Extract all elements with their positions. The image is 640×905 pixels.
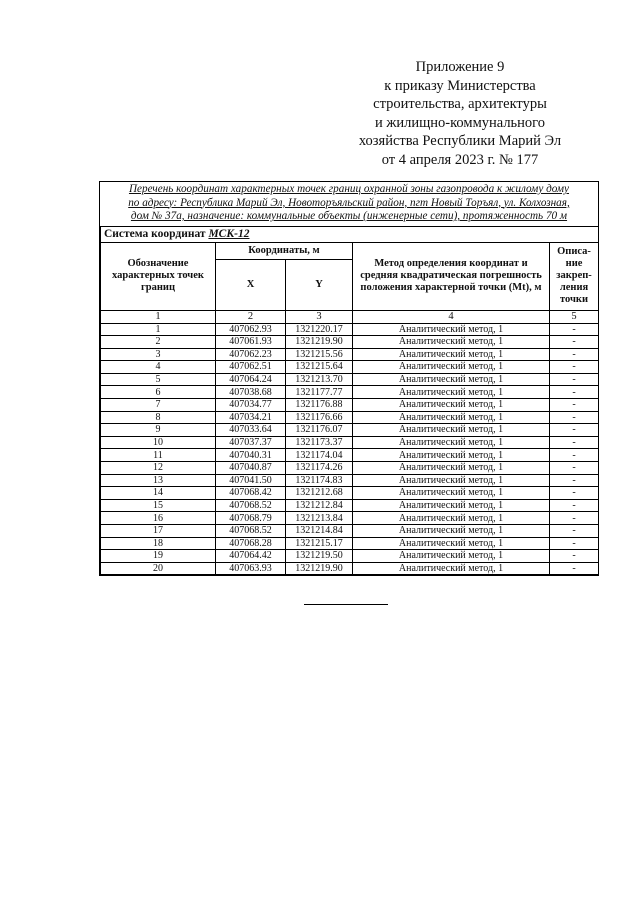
point-number-cell: 2 <box>101 336 216 349</box>
point-number-cell: 11 <box>101 449 216 462</box>
column-number: 5 <box>550 310 599 323</box>
table-row <box>101 373 599 386</box>
y-coordinate-cell: 1321174.26 <box>286 462 353 475</box>
description-cell: - <box>550 336 599 349</box>
table-row <box>101 361 599 374</box>
table-row <box>101 323 599 336</box>
header-line: к приказу Министерства <box>384 77 536 94</box>
point-number-cell: 5 <box>101 373 216 386</box>
x-coordinate-cell: 407034.21 <box>216 411 286 424</box>
y-coordinate-cell: 1321213.70 <box>286 373 353 386</box>
method-cell: Аналитический метод, 1 <box>353 474 550 487</box>
x-coordinate-cell: 407062.23 <box>216 348 286 361</box>
table-row <box>101 487 599 500</box>
description-cell: - <box>550 399 599 412</box>
caption-line: по адресу: Республика Марий Эл, Новоторъяльский район, пгт Новый Торъял, ул. Колхозная, <box>128 196 570 209</box>
caption-line: Перечень координат характерных точек границ охранной зоны газопровода к жилому дому <box>128 183 570 195</box>
method-cell: Аналитический метод, 1 <box>353 336 550 349</box>
table-row <box>101 449 599 462</box>
table-row <box>101 512 599 525</box>
description-cell: - <box>550 323 599 336</box>
header-description: Описа-ние закреп-ления точки <box>550 242 599 310</box>
description-cell: - <box>550 462 599 475</box>
description-cell: - <box>550 487 599 500</box>
x-coordinate-cell: 407038.68 <box>216 386 286 399</box>
y-coordinate-cell: 1321215.17 <box>286 537 353 550</box>
y-coordinate-cell: 1321177.77 <box>286 386 353 399</box>
coordinates-table <box>100 226 599 576</box>
table-row <box>101 386 599 399</box>
point-number-cell: 14 <box>101 487 216 500</box>
description-cell: - <box>550 449 599 462</box>
method-cell: Аналитический метод, 1 <box>353 525 550 538</box>
table-row <box>101 474 599 487</box>
table-row <box>101 537 599 550</box>
point-number-cell: 4 <box>101 361 216 374</box>
x-coordinate-cell: 407068.28 <box>216 537 286 550</box>
header-point: Обозначение характерных точек границ <box>101 242 216 310</box>
point-number-cell: 20 <box>101 562 216 575</box>
y-coordinate-cell: 1321219.90 <box>286 562 353 575</box>
table-row <box>101 336 599 349</box>
point-number-cell: 3 <box>101 348 216 361</box>
description-cell: - <box>550 525 599 538</box>
y-coordinate-cell: 1321220.17 <box>286 323 353 336</box>
table-row <box>101 499 599 512</box>
x-coordinate-cell: 407068.52 <box>216 499 286 512</box>
header-line: и жилищно-коммунального <box>374 114 546 131</box>
x-coordinate-cell: 407037.37 <box>216 436 286 449</box>
x-coordinate-cell: 407034.77 <box>216 399 286 412</box>
column-number-row <box>101 310 599 323</box>
table-row <box>101 525 599 538</box>
method-cell: Аналитический метод, 1 <box>353 487 550 500</box>
table-row <box>101 562 599 575</box>
point-number-cell: 12 <box>101 462 216 475</box>
method-cell: Аналитический метод, 1 <box>353 361 550 374</box>
description-cell: - <box>550 348 599 361</box>
column-number: 3 <box>286 310 353 323</box>
method-cell: Аналитический метод, 1 <box>353 512 550 525</box>
point-number-cell: 18 <box>101 537 216 550</box>
coordinate-system-value: МСК-12 <box>208 227 250 240</box>
method-cell: Аналитический метод, 1 <box>353 323 550 336</box>
x-coordinate-cell: 407064.42 <box>216 550 286 563</box>
header-line: от 4 апреля 2023 г. № 177 <box>381 151 539 168</box>
description-cell: - <box>550 512 599 525</box>
table-row <box>101 399 599 412</box>
y-coordinate-cell: 1321214.84 <box>286 525 353 538</box>
method-cell: Аналитический метод, 1 <box>353 562 550 575</box>
point-number-cell: 13 <box>101 474 216 487</box>
x-coordinate-cell: 407041.50 <box>216 474 286 487</box>
point-number-cell: 16 <box>101 512 216 525</box>
description-cell: - <box>550 537 599 550</box>
description-cell: - <box>550 436 599 449</box>
description-cell: - <box>550 550 599 563</box>
x-coordinate-cell: 407033.64 <box>216 424 286 437</box>
table-header-row <box>101 242 599 259</box>
end-rule <box>304 604 388 605</box>
header-line: хозяйства Республики Марий Эл <box>358 133 562 149</box>
method-cell: Аналитический метод, 1 <box>353 449 550 462</box>
description-cell: - <box>550 424 599 437</box>
x-coordinate-cell: 407068.52 <box>216 525 286 538</box>
y-coordinate-cell: 1321174.04 <box>286 449 353 462</box>
y-coordinate-cell: 1321176.88 <box>286 399 353 412</box>
x-coordinate-cell: 407068.42 <box>216 487 286 500</box>
y-coordinate-cell: 1321176.07 <box>286 424 353 437</box>
table-body <box>101 323 599 575</box>
header-method: Метод определения координат и средняя квадратическая погрешность положения характерной точки (Mt), м <box>353 242 550 310</box>
coordinate-system-row <box>101 226 599 242</box>
header-y: Y <box>286 259 353 310</box>
x-coordinate-cell: 407040.31 <box>216 449 286 462</box>
method-cell: Аналитический метод, 1 <box>353 373 550 386</box>
x-coordinate-cell: 407061.93 <box>216 336 286 349</box>
header-line: строительства, архитектуры <box>373 96 547 112</box>
x-coordinate-cell: 407040.87 <box>216 462 286 475</box>
coordinate-system-label: Система координат <box>104 227 209 240</box>
caption-line: дом № 37а, назначение: коммунальные объекты (инженерные сети), протяженность 70 м <box>130 210 568 222</box>
method-cell: Аналитический метод, 1 <box>353 386 550 399</box>
x-coordinate-cell: 407064.24 <box>216 373 286 386</box>
table-row <box>101 462 599 475</box>
table-row <box>101 436 599 449</box>
description-cell: - <box>550 411 599 424</box>
point-number-cell: 1 <box>101 323 216 336</box>
y-coordinate-cell: 1321173.37 <box>286 436 353 449</box>
method-cell: Аналитический метод, 1 <box>353 348 550 361</box>
table-row <box>101 411 599 424</box>
point-number-cell: 17 <box>101 525 216 538</box>
description-cell: - <box>550 562 599 575</box>
method-cell: Аналитический метод, 1 <box>353 399 550 412</box>
description-cell: - <box>550 499 599 512</box>
y-coordinate-cell: 1321215.64 <box>286 361 353 374</box>
header-line: Приложение 9 <box>415 59 505 75</box>
x-coordinate-cell: 407062.51 <box>216 361 286 374</box>
point-number-cell: 10 <box>101 436 216 449</box>
description-cell: - <box>550 373 599 386</box>
point-number-cell: 7 <box>101 399 216 412</box>
y-coordinate-cell: 1321212.68 <box>286 487 353 500</box>
y-coordinate-cell: 1321219.90 <box>286 336 353 349</box>
method-cell: Аналитический метод, 1 <box>353 424 550 437</box>
coordinates-frame <box>99 181 599 576</box>
point-number-cell: 9 <box>101 424 216 437</box>
point-number-cell: 6 <box>101 386 216 399</box>
y-coordinate-cell: 1321174.83 <box>286 474 353 487</box>
point-number-cell: 15 <box>101 499 216 512</box>
table-row <box>101 424 599 437</box>
x-coordinate-cell: 407068.79 <box>216 512 286 525</box>
appendix-header <box>340 58 580 169</box>
column-number: 4 <box>353 310 550 323</box>
header-coordinates: Координаты, м <box>216 242 353 259</box>
point-number-cell: 19 <box>101 550 216 563</box>
description-cell: - <box>550 361 599 374</box>
table-caption <box>100 182 598 226</box>
method-cell: Аналитический метод, 1 <box>353 436 550 449</box>
method-cell: Аналитический метод, 1 <box>353 550 550 563</box>
column-number: 2 <box>216 310 286 323</box>
table-row <box>101 348 599 361</box>
method-cell: Аналитический метод, 1 <box>353 537 550 550</box>
table-row <box>101 550 599 563</box>
x-coordinate-cell: 407062.93 <box>216 323 286 336</box>
y-coordinate-cell: 1321176.66 <box>286 411 353 424</box>
y-coordinate-cell: 1321212.84 <box>286 499 353 512</box>
description-cell: - <box>550 474 599 487</box>
method-cell: Аналитический метод, 1 <box>353 462 550 475</box>
method-cell: Аналитический метод, 1 <box>353 411 550 424</box>
header-x: X <box>216 259 286 310</box>
method-cell: Аналитический метод, 1 <box>353 499 550 512</box>
y-coordinate-cell: 1321215.56 <box>286 348 353 361</box>
point-number-cell: 8 <box>101 411 216 424</box>
description-cell: - <box>550 386 599 399</box>
y-coordinate-cell: 1321213.84 <box>286 512 353 525</box>
column-number: 1 <box>101 310 216 323</box>
x-coordinate-cell: 407063.93 <box>216 562 286 575</box>
y-coordinate-cell: 1321219.50 <box>286 550 353 563</box>
